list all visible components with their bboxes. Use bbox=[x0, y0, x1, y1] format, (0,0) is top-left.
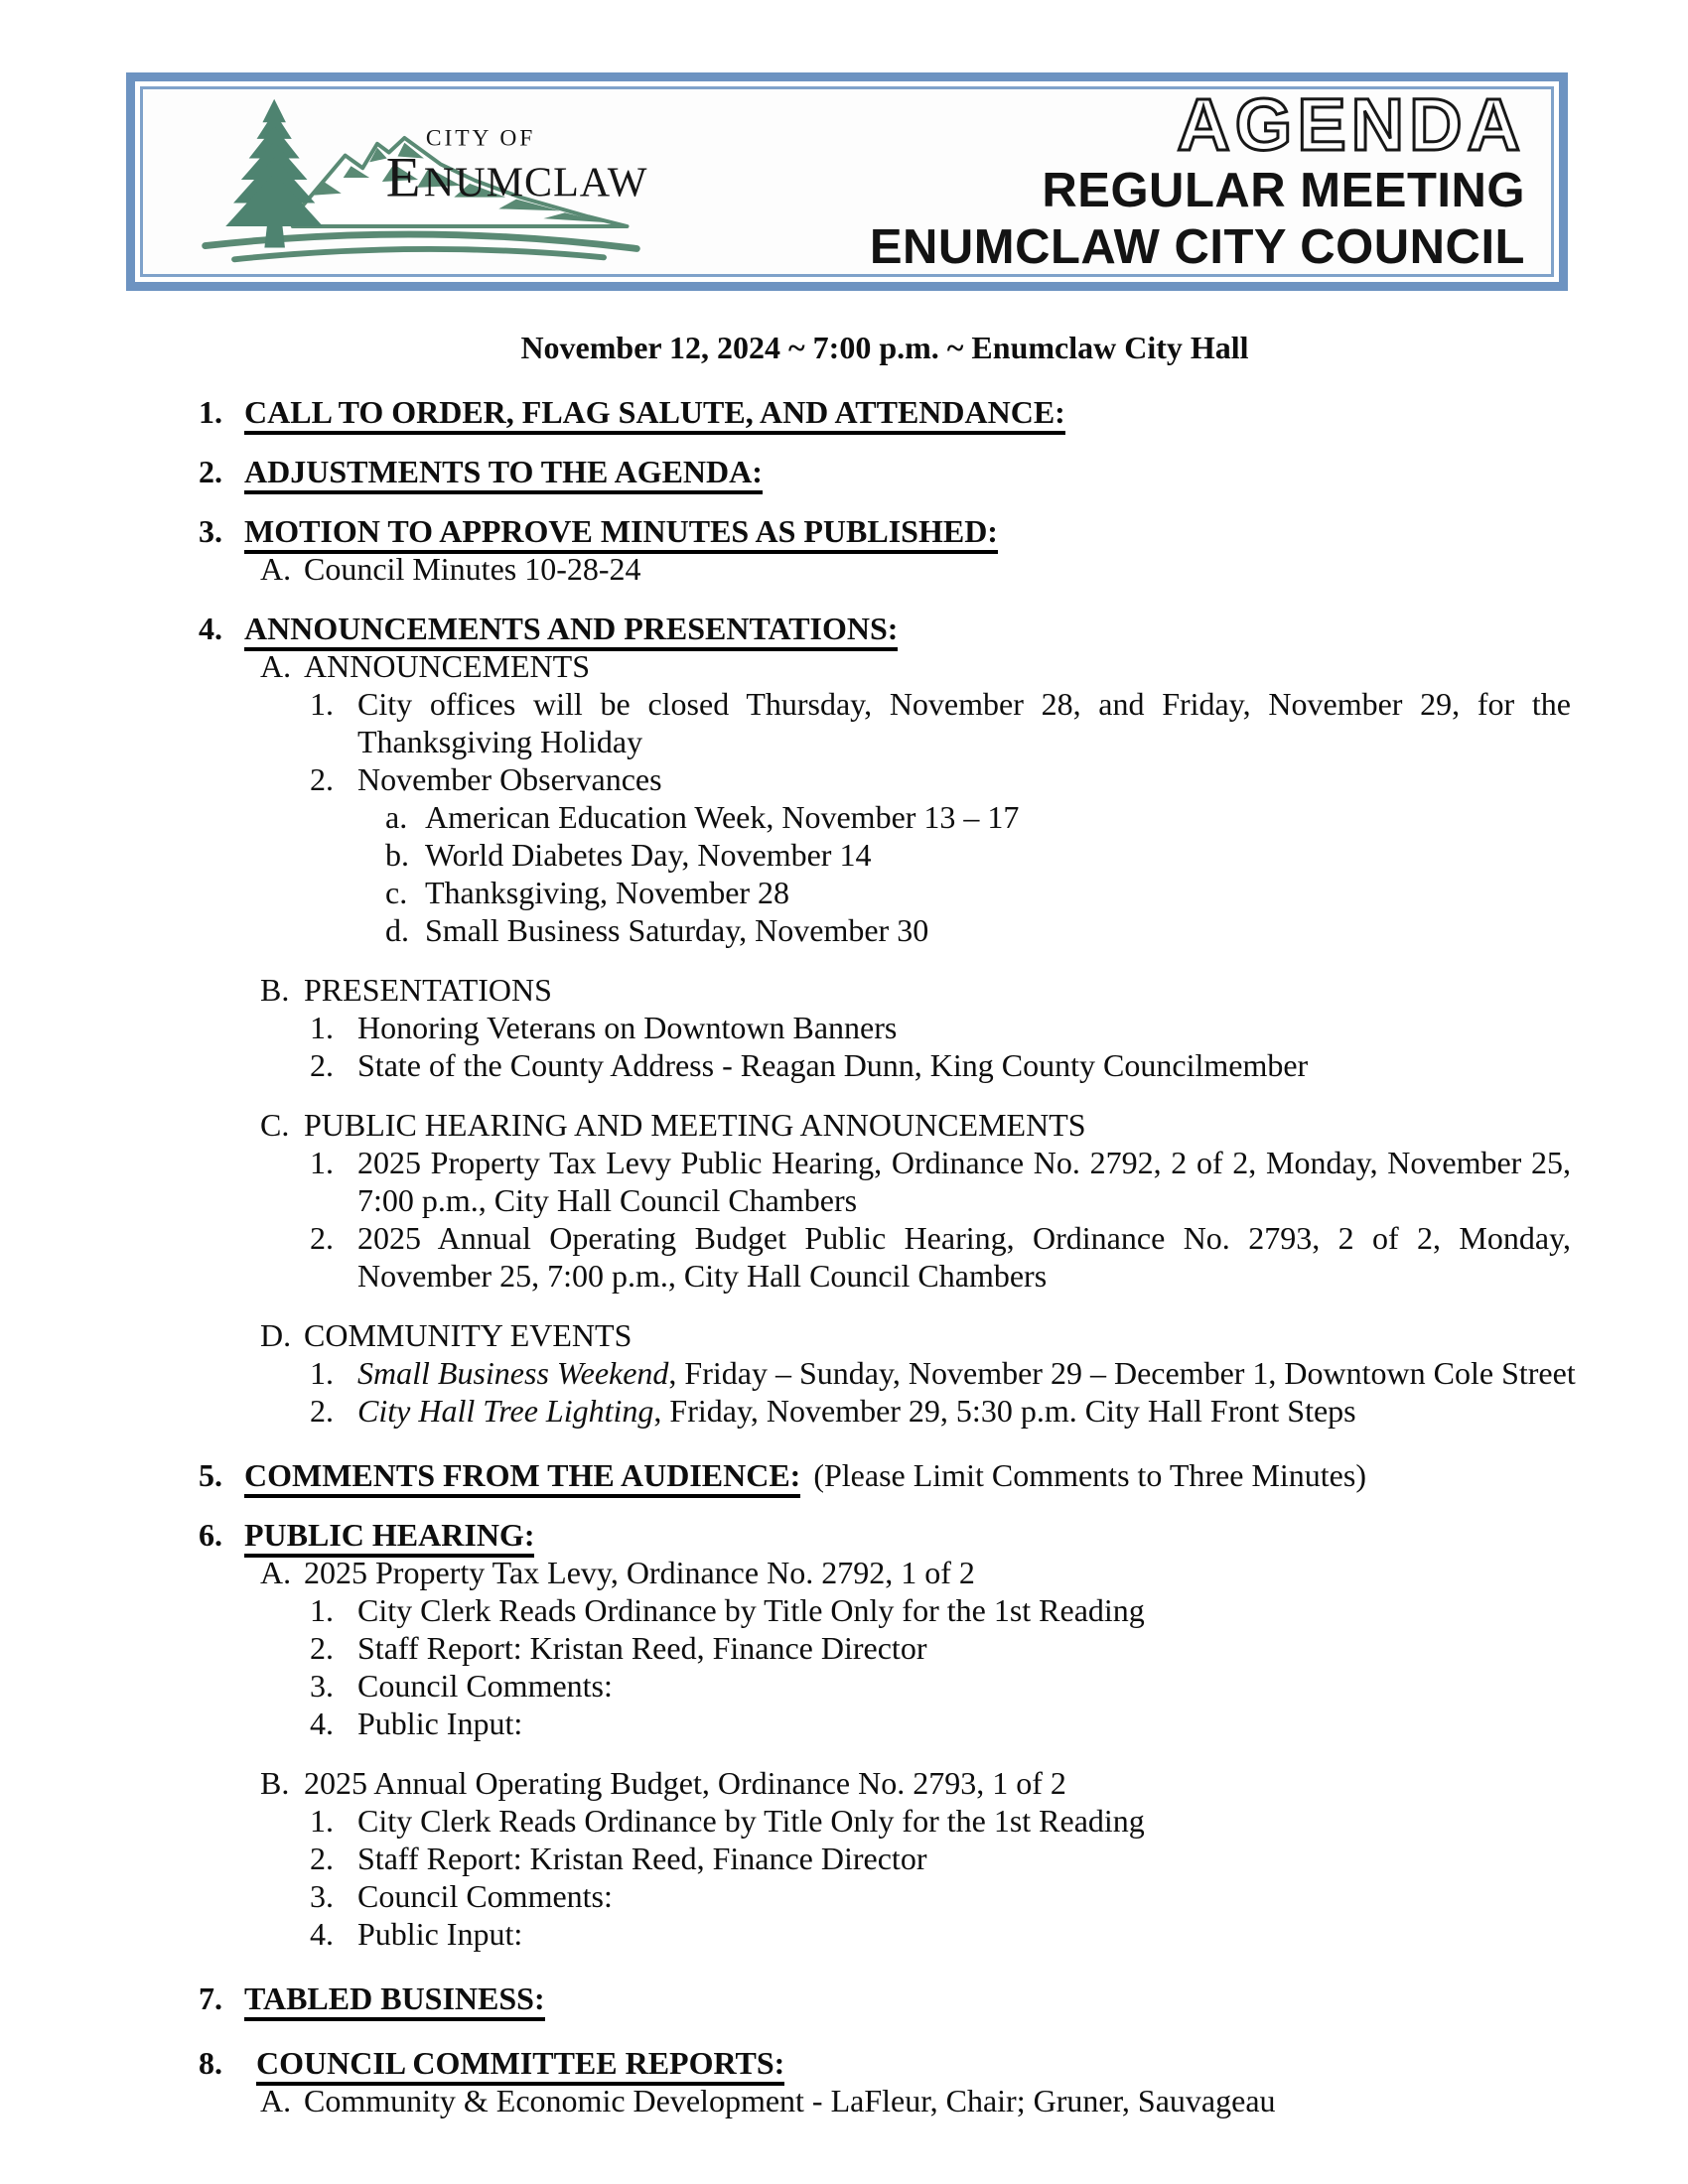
item-text: City Clerk Reads Ordinance by Title Only for the 1st Reading bbox=[357, 1592, 1145, 1628]
list-item bbox=[310, 1046, 1571, 1084]
section-number: 1. bbox=[199, 394, 222, 430]
section-number: 3. bbox=[199, 513, 222, 549]
subsection-title: PRESENTATIONS bbox=[304, 972, 552, 1008]
list-item bbox=[385, 911, 1571, 949]
subsection-6a bbox=[260, 1554, 1571, 1591]
subsection-4b bbox=[260, 971, 1571, 1009]
list-item bbox=[310, 1667, 1571, 1705]
meeting-type-title: REGULAR MEETING bbox=[1042, 164, 1525, 217]
item-label: A. bbox=[260, 1555, 292, 1590]
list-item bbox=[310, 1629, 1571, 1667]
item-label: d. bbox=[385, 912, 409, 948]
item-label: 1. bbox=[310, 1355, 334, 1391]
subsection-4a bbox=[260, 647, 1571, 685]
section-5 bbox=[199, 1456, 1571, 1494]
section-3 bbox=[199, 512, 1571, 588]
item-label: 1. bbox=[310, 1592, 334, 1628]
item-text bbox=[357, 1354, 1576, 1392]
item-text: Community & Economic Development - LaFleur, Chair; Gruner, Sauvageau bbox=[304, 2083, 1276, 2118]
list-item bbox=[310, 1392, 1571, 1430]
item-label: A. bbox=[260, 551, 292, 587]
subsection-6b bbox=[260, 1764, 1571, 1802]
list-item bbox=[310, 1915, 1571, 1953]
section-title: ANNOUNCEMENTS AND PRESENTATIONS: bbox=[244, 611, 898, 651]
item-text: 2025 Annual Operating Budget Public Hearing, Ordinance No. 2793, 2 of 2, Monday, November 25, 7:00 p.m., City Hall Council Chambers bbox=[357, 1220, 1571, 1294]
list-item bbox=[310, 1219, 1571, 1295]
section-title: ADJUSTMENTS TO THE AGENDA: bbox=[244, 454, 763, 494]
item-label: 3. bbox=[310, 1878, 334, 1914]
list-item bbox=[310, 1705, 1571, 1742]
item-label: D. bbox=[260, 1317, 292, 1353]
item-label: A. bbox=[260, 2083, 292, 2118]
city-logo bbox=[173, 87, 669, 272]
section-6 bbox=[199, 1516, 1571, 1953]
item-label: A. bbox=[260, 648, 292, 684]
item-text: State of the County Address - Reagan Dunn, King County Councilmember bbox=[357, 1047, 1309, 1083]
council-name-title: ENUMCLAW CITY COUNCIL bbox=[869, 220, 1525, 274]
subsection-title: COMMUNITY EVENTS bbox=[304, 1317, 633, 1353]
item-text: Public Input: bbox=[357, 1706, 523, 1741]
logo-tree-icon bbox=[225, 99, 323, 248]
item-label: 4. bbox=[310, 1916, 334, 1952]
item-label: 1. bbox=[310, 1145, 334, 1180]
date-line: November 12, 2024 ~ 7:00 p.m. ~ Enumclaw City Hall bbox=[520, 330, 1249, 365]
subsection-4d bbox=[260, 1316, 1571, 1354]
header-banner-inner bbox=[140, 83, 1554, 277]
list-item bbox=[310, 685, 1571, 760]
subsection-title: 2025 Annual Operating Budget, Ordinance No. 2793, 1 of 2 bbox=[304, 1765, 1066, 1801]
section-7 bbox=[199, 1979, 1571, 2017]
event-name-italic: Small Business Weekend bbox=[357, 1355, 669, 1391]
list-item bbox=[385, 874, 1571, 911]
section-title: CALL TO ORDER, FLAG SALUTE, AND ATTENDANCE: bbox=[244, 394, 1065, 435]
logo-city-of-text: CITY OF bbox=[425, 125, 536, 152]
item-label: 2. bbox=[310, 1841, 334, 1876]
section-1 bbox=[199, 393, 1571, 431]
item-text: Staff Report: Kristan Reed, Finance Director bbox=[357, 1841, 927, 1876]
section-number: 7. bbox=[199, 1980, 222, 2016]
list-item bbox=[310, 1877, 1571, 1915]
header-titles bbox=[870, 83, 1525, 276]
item-label: a. bbox=[385, 799, 408, 835]
item-text: Council Comments: bbox=[357, 1668, 613, 1704]
item-label: 2. bbox=[310, 761, 334, 797]
item-text: City Clerk Reads Ordinance by Title Only for the 1st Reading bbox=[357, 1803, 1145, 1839]
item-label: 2. bbox=[310, 1630, 334, 1666]
section-number: 2. bbox=[199, 454, 222, 489]
section-number: 5. bbox=[199, 1457, 222, 1493]
list-item bbox=[310, 1802, 1571, 1840]
item-text: City offices will be closed Thursday, November 28, and Friday, November 29, for the Thanksgiving Holiday bbox=[357, 686, 1571, 759]
section-title: MOTION TO APPROVE MINUTES AS PUBLISHED: bbox=[244, 513, 998, 554]
list-item bbox=[385, 798, 1571, 836]
list-item bbox=[310, 1591, 1571, 1629]
item-text: Thanksgiving, November 28 bbox=[425, 875, 790, 910]
item-label: c. bbox=[385, 875, 408, 910]
section-2 bbox=[199, 453, 1571, 490]
item-label: C. bbox=[260, 1107, 290, 1143]
list-item bbox=[310, 1840, 1571, 1877]
item-text: 2025 Property Tax Levy Public Hearing, Ordinance No. 2792, 2 of 2, Monday, November 25, 7:00 p.m., City Hall Council Chambers bbox=[357, 1145, 1571, 1218]
list-item bbox=[385, 836, 1571, 874]
item-label: 2. bbox=[310, 1220, 334, 1256]
section-8 bbox=[199, 2044, 1571, 2119]
section-title: COMMENTS FROM THE AUDIENCE: bbox=[244, 1457, 800, 1498]
section-number: 6. bbox=[199, 1517, 222, 1553]
item-text: Honoring Veterans on Downtown Banners bbox=[357, 1010, 898, 1045]
agenda-document bbox=[0, 291, 1688, 2119]
list-item bbox=[310, 1354, 1576, 1392]
item-text: American Education Week, November 13 – 17 bbox=[425, 799, 1020, 835]
item-label: B. bbox=[260, 1765, 290, 1801]
logo-city-initial: E bbox=[385, 146, 421, 209]
list-item bbox=[260, 550, 1571, 588]
agenda-title: AGENDA bbox=[1177, 83, 1525, 166]
item-label: 1. bbox=[310, 1803, 334, 1839]
item-text: November Observances bbox=[357, 761, 662, 797]
section-title: TABLED BUSINESS: bbox=[244, 1980, 545, 2021]
logo-ground-line-2 bbox=[234, 249, 604, 259]
list-item bbox=[310, 1144, 1571, 1219]
item-label: 1. bbox=[310, 686, 334, 722]
list-item bbox=[310, 760, 1571, 798]
event-details: , Friday – Sunday, November 29 – December 1, Downtown Cole Street bbox=[668, 1355, 1576, 1391]
subsection-title: 2025 Property Tax Levy, Ordinance No. 2792, 1 of 2 bbox=[304, 1555, 975, 1590]
item-text: Council Comments: bbox=[357, 1878, 613, 1914]
item-text: Staff Report: Kristan Reed, Finance Director bbox=[357, 1630, 927, 1666]
section-title: COUNCIL COMMITTEE REPORTS: bbox=[256, 2045, 784, 2086]
item-label: b. bbox=[385, 837, 409, 873]
logo-city-rest: NUMCLAW bbox=[423, 159, 648, 206]
item-text: World Diabetes Day, November 14 bbox=[425, 837, 872, 873]
item-label: 4. bbox=[310, 1706, 334, 1741]
item-label: 2. bbox=[310, 1393, 334, 1429]
item-text: Council Minutes 10-28-24 bbox=[304, 551, 641, 587]
item-text: Public Input: bbox=[357, 1916, 523, 1952]
section-note: (Please Limit Comments to Three Minutes) bbox=[813, 1457, 1366, 1493]
item-label: 3. bbox=[310, 1668, 334, 1704]
list-item bbox=[260, 2082, 1571, 2119]
section-number: 4. bbox=[199, 611, 222, 646]
enumclaw-logo-icon bbox=[173, 87, 669, 272]
section-number: 8. bbox=[199, 2045, 222, 2081]
item-text: Small Business Saturday, November 30 bbox=[425, 912, 929, 948]
item-label: 2. bbox=[310, 1047, 334, 1083]
subsection-title: PUBLIC HEARING AND MEETING ANNOUNCEMENTS bbox=[304, 1107, 1086, 1143]
header-banner bbox=[126, 72, 1568, 291]
section-title: PUBLIC HEARING: bbox=[244, 1517, 534, 1558]
list-item bbox=[310, 1009, 1571, 1046]
section-4 bbox=[199, 610, 1576, 1430]
event-name-italic: City Hall Tree Lighting bbox=[357, 1393, 654, 1429]
item-label: B. bbox=[260, 972, 290, 1008]
subsection-4c bbox=[260, 1106, 1571, 1144]
item-label: 1. bbox=[310, 1010, 334, 1045]
event-details: , Friday, November 29, 5:30 p.m. City Hall Front Steps bbox=[653, 1393, 1356, 1429]
subsection-title: ANNOUNCEMENTS bbox=[304, 648, 590, 684]
item-text bbox=[357, 1392, 1571, 1430]
